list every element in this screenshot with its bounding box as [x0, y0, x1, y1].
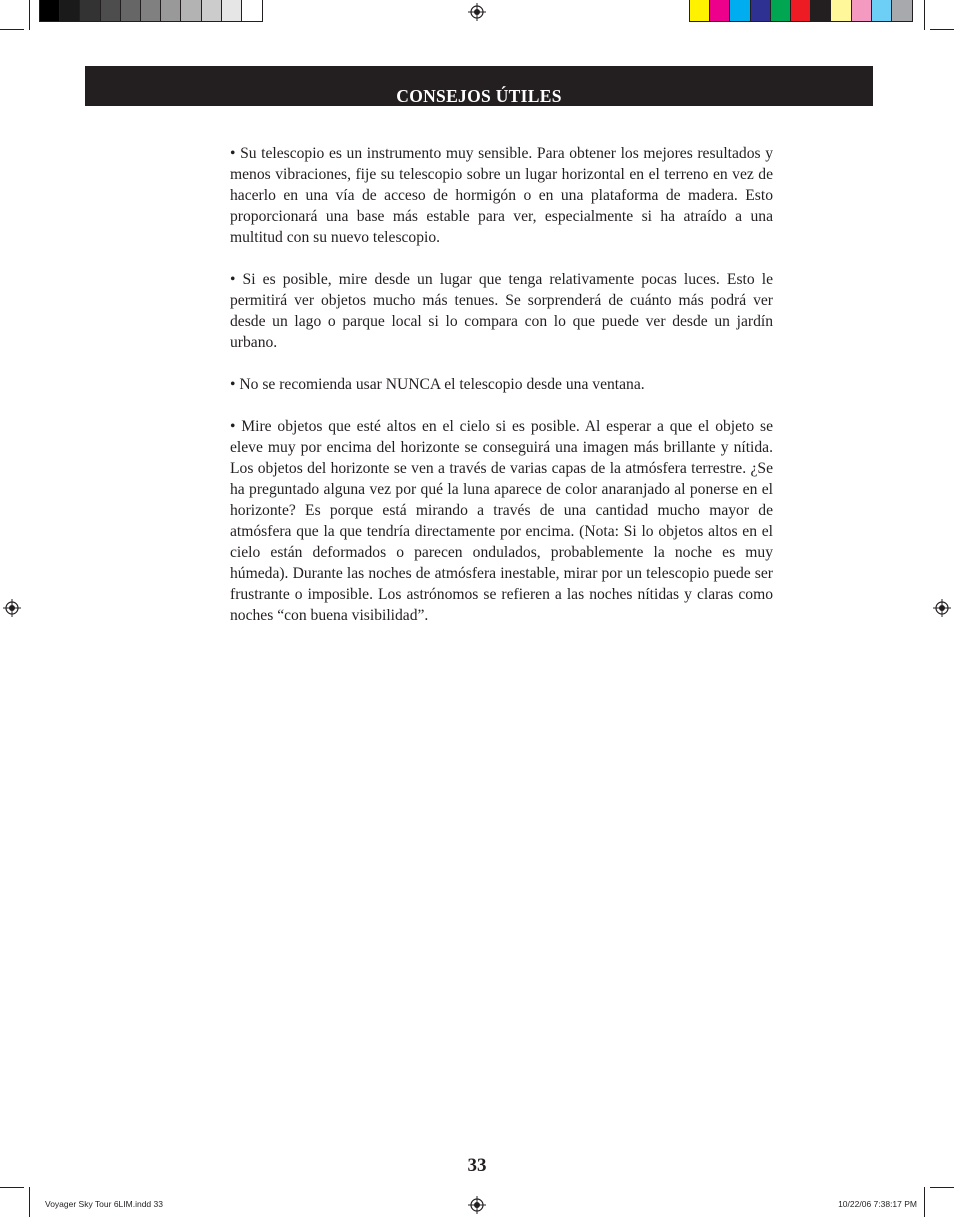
crop-mark-top-right-vertical — [924, 0, 925, 30]
gray-swatch — [161, 0, 181, 21]
grayscale-swatch-strip — [39, 0, 263, 22]
page-number: 33 — [467, 1155, 487, 1176]
color-swatch — [892, 0, 912, 21]
color-swatch — [690, 0, 710, 21]
registration-mark-icon — [468, 3, 486, 21]
crop-mark-top-left-horizontal — [0, 29, 24, 30]
tips-content — [230, 143, 773, 647]
color-swatch — [730, 0, 750, 21]
crop-mark-bottom-right-horizontal — [930, 1187, 954, 1188]
gray-swatch — [222, 0, 242, 21]
color-swatch — [831, 0, 851, 21]
tip-paragraph-window: • No se recomienda usar NUNCA el telescopio desde una ventana. — [230, 376, 645, 393]
registration-mark-icon — [3, 599, 21, 617]
color-swatch — [791, 0, 811, 21]
gray-swatch — [60, 0, 80, 21]
tip-paragraph-high-objects: • Mire objetos que esté altos en el cielo si es posible. Al esperar a que el objeto se eleve muy por encima del horizonte se conseguirá una imagen más brillante y nítida. Los objetos del horizonte se ven a través de varias capas de la atmósfera terrestre. ¿Se ha preguntado alguna vez por qué la luna aparece de color anaranjado al ponerse en el horizonte? Es porque está mirando a través de una cantidad mucho mayor de atmósfera que la que tendría directamente por encima. (Nota: Si lo objetos altos en el cielo están deformados o parecen ondulados, probablemente la noche es muy húmeda). Durante las noches de atmósfera inestable, mirar por un telescopio puede ser frustrante o imposible. Los astrónomos se refieren a las noches nítidas y claras como noches “con buena visibilidad”. — [230, 418, 773, 624]
gray-swatch — [80, 0, 100, 21]
slug-timestamp: 10/22/06 7:38:17 PM — [838, 1199, 917, 1209]
section-title: CONSEJOS ÚTILES — [396, 86, 562, 106]
gray-swatch — [181, 0, 201, 21]
color-swatch-strip — [689, 0, 913, 22]
gray-swatch — [242, 0, 262, 21]
crop-mark-top-left-vertical — [29, 0, 30, 30]
crop-mark-bottom-left-vertical — [29, 1187, 30, 1217]
color-swatch — [751, 0, 771, 21]
crop-mark-bottom-left-horizontal — [0, 1187, 24, 1188]
color-swatch — [811, 0, 831, 21]
gray-swatch — [141, 0, 161, 21]
slug-file-name: Voyager Sky Tour 6LIM.indd 33 — [45, 1199, 163, 1209]
color-swatch — [872, 0, 892, 21]
gray-swatch — [202, 0, 222, 21]
tip-paragraph-dark-location: • Si es posible, mire desde un lugar que tenga relativamente pocas luces. Esto le permitirá ver objetos mucho más tenues. Se sorprenderá de cuánto más podrá ver desde un lago o parque local si lo compara con lo que puede ver desde un jardín urbano. — [230, 271, 773, 351]
registration-mark-icon — [468, 1196, 486, 1214]
gray-swatch — [40, 0, 60, 21]
gray-swatch — [121, 0, 141, 21]
crop-mark-bottom-right-vertical — [924, 1187, 925, 1217]
section-header-bar — [85, 66, 873, 106]
registration-mark-icon — [933, 599, 951, 617]
crop-mark-top-right-horizontal — [930, 29, 954, 30]
color-swatch — [852, 0, 872, 21]
color-swatch — [771, 0, 791, 21]
tip-paragraph-stable-ground: • Su telescopio es un instrumento muy sensible. Para obtener los mejores resultados y menos vibraciones, fije su telescopio sobre un lugar horizontal en el terreno en vez de hacerlo en una vía de acceso de hormigón o en una plataforma de madera. Esto proporcionará una base más estable para ver, especialmente si ha atraído a una multitud con su nuevo telescopio. — [230, 145, 773, 246]
gray-swatch — [101, 0, 121, 21]
color-swatch — [710, 0, 730, 21]
